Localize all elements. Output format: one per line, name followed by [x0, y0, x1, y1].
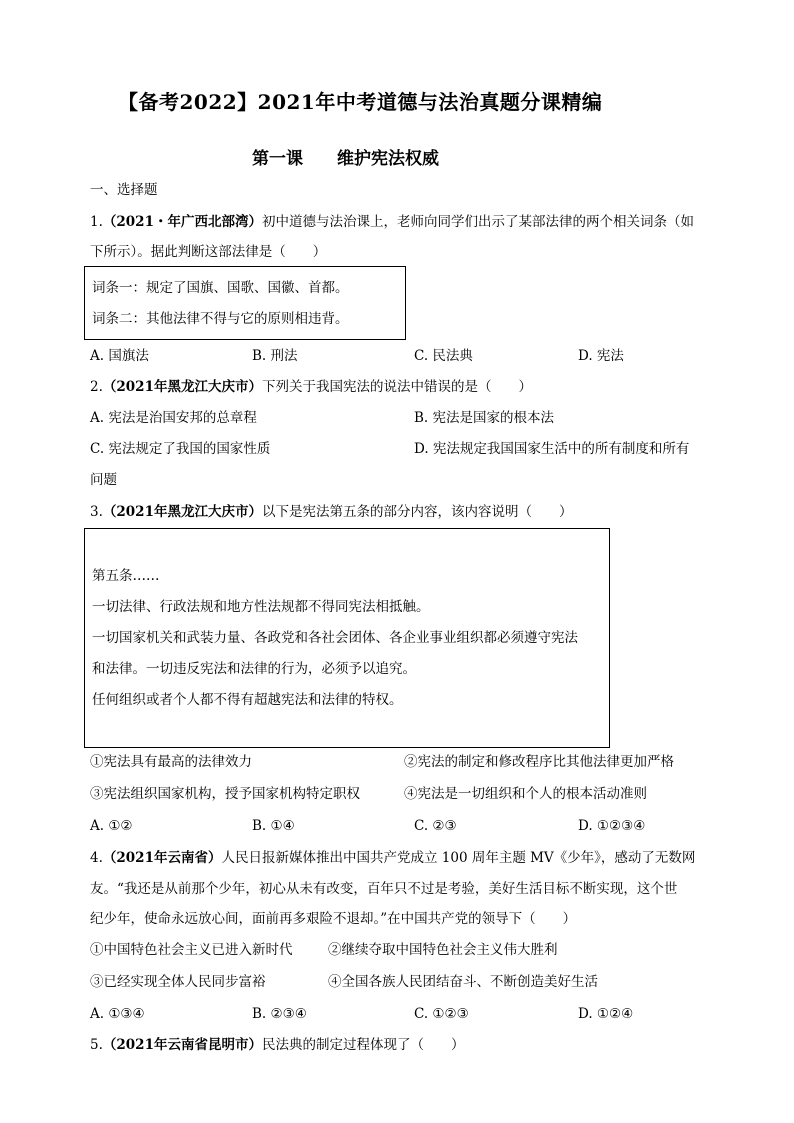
question-number: 3.	[90, 504, 103, 520]
question-4-line-3: 纪少年，使命永远放心间，面前再多艰险不退却。”在中国共产党的领导下（ ）	[90, 911, 577, 927]
question-number: 1.	[90, 214, 103, 230]
option-d: D. ①②④	[578, 1006, 634, 1022]
question-3-line-1	[90, 502, 572, 522]
question-stem: 下列关于我国宪法的说法中错误的是（ ）	[261, 379, 532, 395]
statement-2: ②继续夺取中国特色社会主义伟大胜利	[328, 942, 558, 958]
question-stem: 人民日报新媒体推出中国共产党成立 100 周年主题 MV《少年》，感动了无数网	[221, 850, 696, 866]
document-title: 【备考2022】2021年中考道德与法治真题分课精编	[118, 90, 603, 114]
statement-4: ④宪法是一切组织和个人的根本活动准则	[404, 786, 647, 802]
article-line-5: 任何组织或者个人都不得有超越宪法和法律的特权。	[92, 692, 403, 708]
question-source: （2021・年广西北部湾）	[102, 214, 262, 230]
option-c: C. ①②③	[414, 1006, 469, 1022]
option-c: C. 民法典	[414, 348, 473, 364]
option-a: A. 宪法是治国安邦的总章程	[90, 410, 257, 426]
option-d: D. 宪法	[578, 348, 624, 364]
question-1-line-2: 下所示）。据此判断这部法律是（ ）	[90, 244, 327, 260]
option-c: C. 宪法规定了我国的国家性质	[90, 441, 271, 457]
option-a: A. 国旗法	[90, 348, 149, 364]
section-heading: 一、选择题	[90, 182, 158, 198]
question-4-line-1	[90, 848, 695, 868]
question-source: （2021年云南省）	[102, 850, 222, 866]
statement-3: ③宪法组织国家机构，授予国家机构特定职权	[90, 786, 360, 802]
option-c: C. ②③	[414, 818, 457, 834]
question-number: 4.	[90, 850, 103, 866]
option-d: D. 宪法规定我国国家生活中的所有制度和所有	[414, 441, 690, 457]
option-b: B. ②③④	[252, 1006, 307, 1022]
question-source: （2021年云南省昆明市）	[102, 1037, 262, 1053]
statement-4: ④全国各族人民团结奋斗、不断创造美好生活	[328, 974, 598, 990]
article-line-4: 和法律。一切违反宪法和法律的行为，必须予以追究。	[92, 661, 416, 677]
question-4-line-2: 友。“我还是从前那个少年，初心从未有改变，百年只不过是考验，美好生活目标不断实现，这个世	[90, 881, 678, 897]
option-d-continuation: 问题	[90, 472, 117, 488]
question-1-line-1	[90, 212, 694, 232]
question-number: 2.	[90, 379, 103, 395]
question-stem: 初中道德与法治课上，老师向同学们出示了某部法律的两个相关词条（如	[261, 214, 694, 230]
statement-3: ③已经实现全体人民同步富裕	[90, 974, 266, 990]
option-b: B. 宪法是国家的根本法	[414, 410, 555, 426]
option-d: D. ①②③④	[578, 818, 646, 834]
question-5-line-1	[90, 1035, 464, 1055]
option-a: A. ①②	[90, 818, 133, 834]
article-line-2: 一切法律、行政法规和地方性法规都不得同宪法相抵触。	[92, 599, 430, 615]
question-number: 5.	[90, 1037, 103, 1053]
option-b: B. ①④	[252, 818, 295, 834]
question-stem: 民法典的制定过程体现了（ ）	[261, 1037, 465, 1053]
question-2-line-1	[90, 377, 532, 397]
term-entry-2: 词条二：其他法律不得与它的原则相违背。	[92, 311, 349, 327]
statement-1: ①宪法具有最高的法律效力	[90, 754, 252, 770]
article-line-1: 第五条……	[92, 568, 160, 584]
article-line-3: 一切国家机关和武装力量、各政党和各社会团体、各企业事业组织都必须遵守宪法	[92, 630, 578, 646]
statement-1: ①中国特色社会主义已进入新时代	[90, 942, 293, 958]
option-b: B. 刑法	[252, 348, 298, 364]
question-source: （2021年黑龙江大庆市）	[102, 504, 262, 520]
statement-2: ②宪法的制定和修改程序比其他法律更加严格	[404, 754, 674, 770]
question-stem: 以下是宪法第五条的部分内容，该内容说明（ ）	[261, 504, 573, 520]
term-entry-1: 词条一：规定了国旗、国歌、国徽、首都。	[92, 280, 349, 296]
question-source: （2021年黑龙江大庆市）	[102, 379, 262, 395]
option-a: A. ①③④	[90, 1006, 145, 1022]
lesson-title: 第一课 维护宪法权威	[252, 149, 439, 169]
